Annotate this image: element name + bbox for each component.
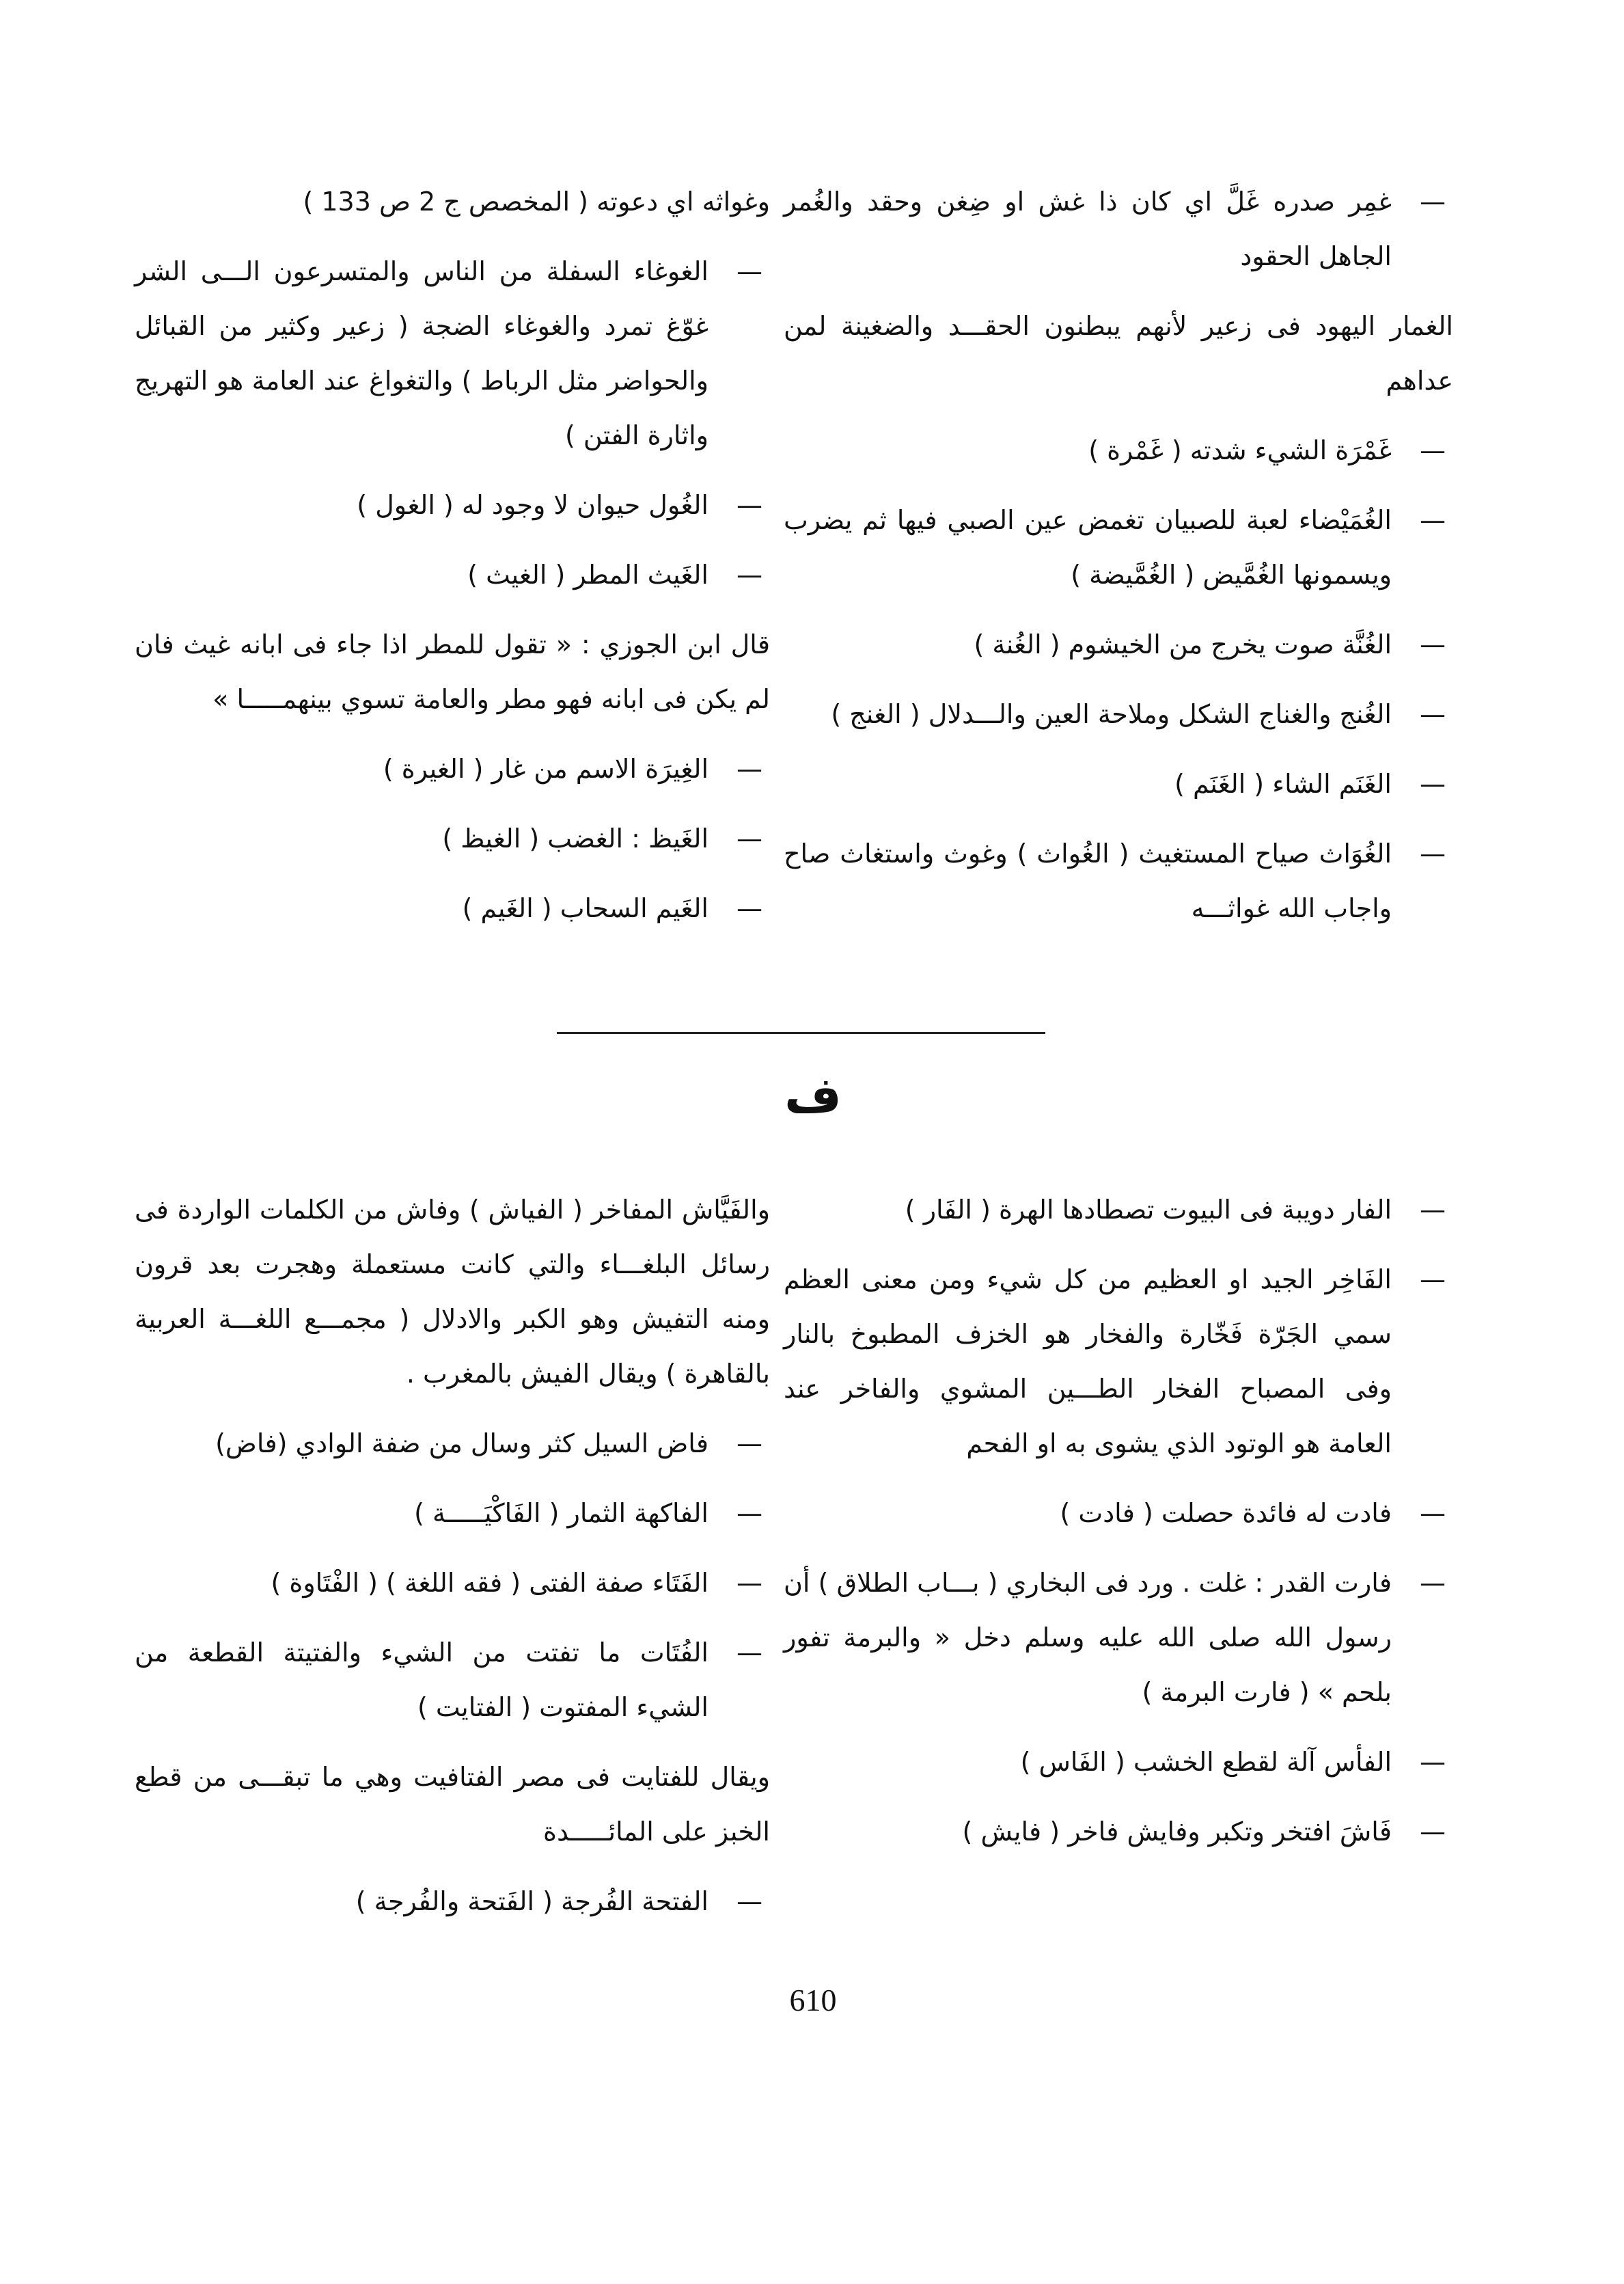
entry-farat xyxy=(784,1555,1453,1719)
entry-text: الفَتَاء صفة الفتى ( فقه اللغة ) ( الفْتَاوة ) xyxy=(271,1568,708,1598)
entry-dash: — xyxy=(737,1637,762,1668)
entry-text: وغواثه اي دعوته ( المخصص ج 2 ص 133 ) xyxy=(303,187,770,217)
entry-text: الغوغاء السفلة من الناس والمتسرعون الـــى الشر غوّغ تمرد والغوغاء الضجة ( زعير وكثير من القبائل والحواضر مثل الرباط ) والتغواغ عند العامة هو التهريج واثارة الفتن ) xyxy=(135,256,708,450)
entry-dash: — xyxy=(737,893,762,923)
entry-fash xyxy=(784,1804,1453,1859)
entry-dash: — xyxy=(737,824,762,854)
entry-dash: — xyxy=(1420,187,1446,217)
right-column-top xyxy=(784,174,1453,951)
entry-ghayz xyxy=(135,811,770,866)
entry-fas xyxy=(784,1735,1453,1789)
entry-dash: — xyxy=(737,1498,762,1528)
entry-text: الغَيم السحاب ( الغَيم ) xyxy=(462,893,708,923)
entry-dash: — xyxy=(1420,1568,1446,1598)
entry-fatha xyxy=(135,1874,770,1929)
entry-dash: — xyxy=(737,560,762,590)
entry-text: الغُمَيْضاء لعبة للصبيان تغمض عين الصبي فيها ثم يضرب ويسمونها الغُمَّيض ( الغُمَّيضة ) xyxy=(784,505,1392,590)
entry-text: الفاكهة الثمار ( الفَاكْيَـــــة ) xyxy=(414,1498,708,1528)
entry-ghuwathuhu xyxy=(135,174,770,229)
entry-text: ويقال للفتايت فى مصر الفتافيت وهي ما تبقـــى من قطع الخبز على المائـــــدة xyxy=(135,1762,770,1847)
entry-ghayth xyxy=(135,547,770,602)
entry-ghunna xyxy=(784,617,1453,672)
entry-text: فادت له فائدة حصلت ( فادت ) xyxy=(1060,1498,1392,1528)
entry-dash: — xyxy=(1420,435,1446,465)
entry-far xyxy=(784,1182,1453,1237)
entry-fakhir xyxy=(784,1252,1453,1471)
entry-text: الفَاخِر الجيد او العظيم من كل شيء ومن معنى العظم سمي الجَرّة فَخّارة والفخار هو الخزف المطبوخ بالنار وفى المصباح الفخار الطـــين المشوي والفاخر عند العامة هو الوتود الذي يشوى به او الفحم xyxy=(784,1264,1392,1458)
entry-ghira xyxy=(135,742,770,796)
entry-dash: — xyxy=(1420,1747,1446,1777)
entry-text: الغُول حيوان لا وجود له ( الغول ) xyxy=(357,490,708,520)
entry-ghunj xyxy=(784,687,1453,742)
entry-text: الفتحة الفُرجة ( الفَتحة والفُرجة ) xyxy=(355,1886,708,1916)
entry-text: فارت القدر : غلت . ورد فى البخاري ( بـــاب الطلاق ) أن رسول الله صلى الله عليه وسلم دخل « والبرمة تفور بلحم » ( فارت البرمة ) xyxy=(784,1568,1392,1707)
entry-fad xyxy=(135,1416,770,1471)
entry-text: غمِر صدره غَلَّ اي كان ذا غش او ضِغن وحقد والغُمر الجاهل الحقود xyxy=(784,187,1392,271)
entry-dash: — xyxy=(1420,699,1446,729)
entry-text: الغُنَّة صوت يخرج من الخيشوم ( الغُنة ) xyxy=(974,629,1392,660)
entry-dash: — xyxy=(737,1886,762,1916)
entry-dash: — xyxy=(1420,1498,1446,1528)
entry-dash: — xyxy=(737,256,762,286)
section-divider xyxy=(557,1032,1045,1034)
entry-text: الغِيرَة الاسم من غار ( الغيرة ) xyxy=(383,754,708,784)
entry-ghawgha xyxy=(135,244,770,463)
section-letter: ف xyxy=(784,1066,842,1124)
page-number: 610 xyxy=(789,1983,837,2017)
entry-text: فاض السيل كثر وسال من ضفة الوادي (فاض) xyxy=(215,1428,708,1458)
entry-text: الغمار اليهود فى زعير لأنهم يبطنون الحقـــد والضغينة لمن عداهم xyxy=(784,311,1453,396)
entry-text: قال ابن الجوزي : « تقول للمطر اذا جاء فى ابانه غيث فان لم يكن فى ابانه فهو مطر والعامة تسوي بينهمـــــا » xyxy=(135,629,770,714)
entry-dash: — xyxy=(1420,1264,1446,1294)
entry-text: غَمْرَة الشيء شدته ( غَمْرة ) xyxy=(1088,435,1392,465)
entry-ghaym xyxy=(135,881,770,936)
entry-text: فَاشَ افتخر وتكبر وفايش فاخر ( فايش ) xyxy=(962,1817,1392,1847)
entry-ghul xyxy=(135,478,770,532)
entry-text: والفَيَّاش المفاخر ( الفياش ) وفاش من الكلمات الواردة فى رسائل البلغـــاء والتي كانت مستعملة وهجرت بعد قرون ومنه التفيش وهو الكبر والادلال ( مجمـــع اللغـــة العربية بالقاهرة ) ويقال الفيش بالمغرب . xyxy=(135,1195,770,1389)
entry-text: الفار دويبة فى البيوت تصطادها الهرة ( الفَار ) xyxy=(905,1195,1392,1225)
entry-dash: — xyxy=(1420,505,1446,535)
left-column-bottom xyxy=(135,1182,770,1944)
entry-ghimar xyxy=(784,299,1453,408)
entry-text: الفُتَات ما تفتت من الشيء والفتيتة القطعة من الشيء المفتوت ( الفتايت ) xyxy=(135,1637,708,1722)
entry-dash: — xyxy=(1420,769,1446,799)
entry-text: الغَنَم الشاء ( الغَنَم ) xyxy=(1174,769,1392,799)
entry-ghimr xyxy=(784,174,1453,284)
entry-fatafit xyxy=(135,1750,770,1859)
entry-ghamra xyxy=(784,423,1453,478)
entry-text: الغُنج والغناج الشكل وملاحة العين والـــدلال ( الغنج ) xyxy=(831,699,1392,729)
entry-fata xyxy=(135,1555,770,1610)
entry-dash: — xyxy=(737,754,762,784)
entry-ibn-aljawzi xyxy=(135,617,770,726)
entry-text: الغَيث المطر ( الغيث ) xyxy=(467,560,708,590)
entry-ghanam xyxy=(784,757,1453,811)
entry-dash: — xyxy=(1420,1817,1446,1847)
entry-ghumaida xyxy=(784,493,1453,602)
entry-dash: — xyxy=(1420,629,1446,660)
entry-fayyash xyxy=(135,1182,770,1401)
entry-dash: — xyxy=(737,1568,762,1598)
entry-dash: — xyxy=(737,490,762,520)
entry-ghuwath xyxy=(784,826,1453,936)
entry-text: الغُوَاث صياح المستغيث ( الغُواث ) وغوث واستغاث صاح واجاب الله غواثـــه xyxy=(784,839,1392,923)
entry-futat xyxy=(135,1625,770,1735)
entry-dash: — xyxy=(737,1428,762,1458)
entry-fakiha xyxy=(135,1486,770,1540)
entry-fadat xyxy=(784,1486,1453,1540)
entry-dash: — xyxy=(1420,1195,1446,1225)
right-column-bottom xyxy=(784,1182,1453,1874)
entry-text: الغَيظ : الغضب ( الغيظ ) xyxy=(442,824,708,854)
entry-text: الفأس آلة لقطع الخشب ( الفَاس ) xyxy=(1020,1747,1392,1777)
left-column-top xyxy=(135,174,770,951)
entry-dash: — xyxy=(1420,839,1446,869)
